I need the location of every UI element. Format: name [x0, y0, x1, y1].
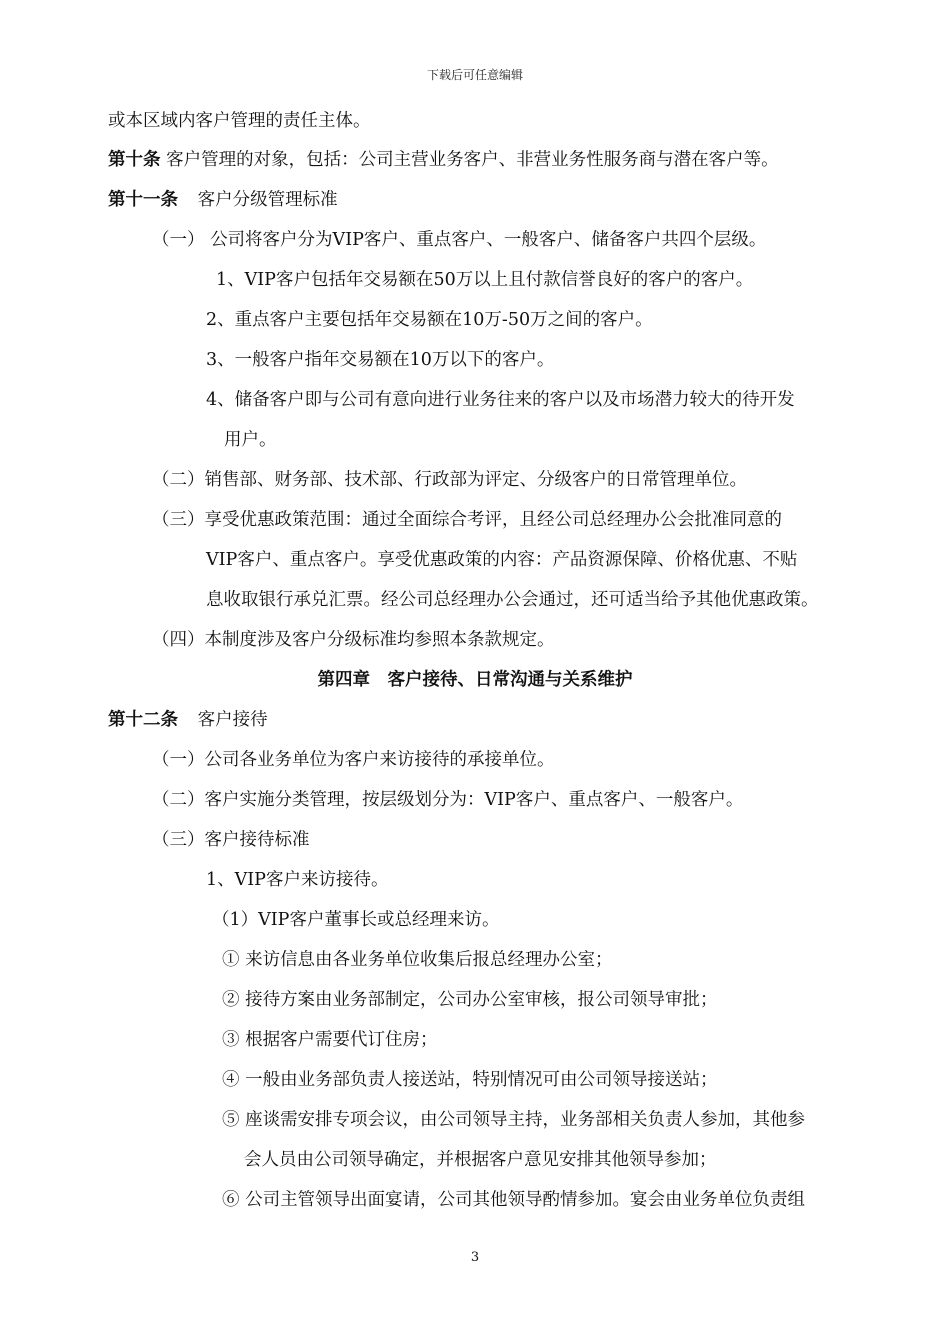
article-10	[108, 148, 779, 172]
circled-item: ② 接待方案由业务部制定，公司办公室审核，报公司领导审批；	[222, 990, 718, 1010]
article-11	[108, 188, 338, 212]
page-number: 3	[470, 1250, 480, 1265]
clause-4: （四）本制度涉及客户分级标准均参照本条款规定。	[152, 630, 555, 650]
article-text: 客户分级管理标准	[197, 190, 338, 210]
article-text: 客户接待	[197, 710, 268, 730]
circled-item: ① 来访信息由各业务单位收集后报总经理办公室；	[222, 950, 613, 970]
sub-item: （1）VIP客户董事长或总经理来访。	[212, 910, 500, 930]
page-header: 下载后可任意编辑	[426, 68, 523, 82]
paragraph-line: 或本区域内客户管理的责任主体。	[108, 111, 371, 131]
clause-2: （二）销售部、财务部、技术部、行政部为评定、分级客户的日常管理单位。	[152, 470, 747, 490]
clause-2: （二）客户实施分类管理，按层级划分为：VIP客户、重点客户、一般客户。	[152, 790, 744, 810]
circled-item: ③ 根据客户需要代订住房；	[222, 1030, 438, 1050]
list-item: 1、VIP客户来访接待。	[206, 870, 389, 890]
list-item: 4、储备客户即与公司有意向进行业务往来的客户以及市场潜力较大的待开发	[206, 390, 795, 410]
clause-1: （一）公司各业务单位为客户来访接待的承接单位。	[152, 750, 555, 770]
article-12	[108, 708, 268, 732]
clause-3: （三）客户接待标准	[152, 830, 310, 850]
list-item: 1、VIP客户包括年交易额在50万以上且付款信誉良好的客户的客户。	[216, 270, 754, 290]
list-item: 2、重点客户主要包括年交易额在10万-50万之间的客户。	[206, 310, 653, 330]
circled-item: ⑥ 公司主管领导出面宴请，公司其他领导酌情参加。宴会由业务单位负责组	[222, 1190, 806, 1210]
article-label: 第十二条	[108, 710, 178, 730]
circled-item: ⑤ 座谈需安排专项会议，由公司领导主持，业务部相关负责人参加，其他参	[222, 1110, 806, 1130]
clause-1: （一） 公司将客户分为VIP客户、重点客户、一般客户、储备客户共四个层级。	[152, 230, 767, 250]
clause-3: （三）享受优惠政策范围：通过全面综合考评，且经公司总经理办公会批准同意的	[152, 510, 782, 530]
chapter-heading: 第四章 客户接待、日常沟通与关系维护	[317, 670, 633, 690]
article-label: 第十条	[108, 150, 161, 170]
circled-item-continued: 会人员由公司领导确定，并根据客户意见安排其他领导参加；	[244, 1150, 717, 1170]
list-item: 3、一般客户指年交易额在10万以下的客户。	[206, 350, 555, 370]
article-text: 客户管理的对象，包括：公司主营业务客户、非营业务性服务商与潜在客户等。	[166, 150, 779, 170]
list-item-continued: 用户。	[224, 430, 277, 450]
article-label: 第十一条	[108, 190, 178, 210]
clause-3-continued: VIP客户、重点客户。享受优惠政策的内容：产品资源保障、价格优惠、不贴	[206, 550, 798, 570]
circled-item: ④ 一般由业务部负责人接送站，特别情况可由公司领导接送站；	[222, 1070, 718, 1090]
clause-3-continued: 息收取银行承兑汇票。经公司总经理办公会通过，还可适当给予其他优惠政策。	[206, 590, 819, 610]
